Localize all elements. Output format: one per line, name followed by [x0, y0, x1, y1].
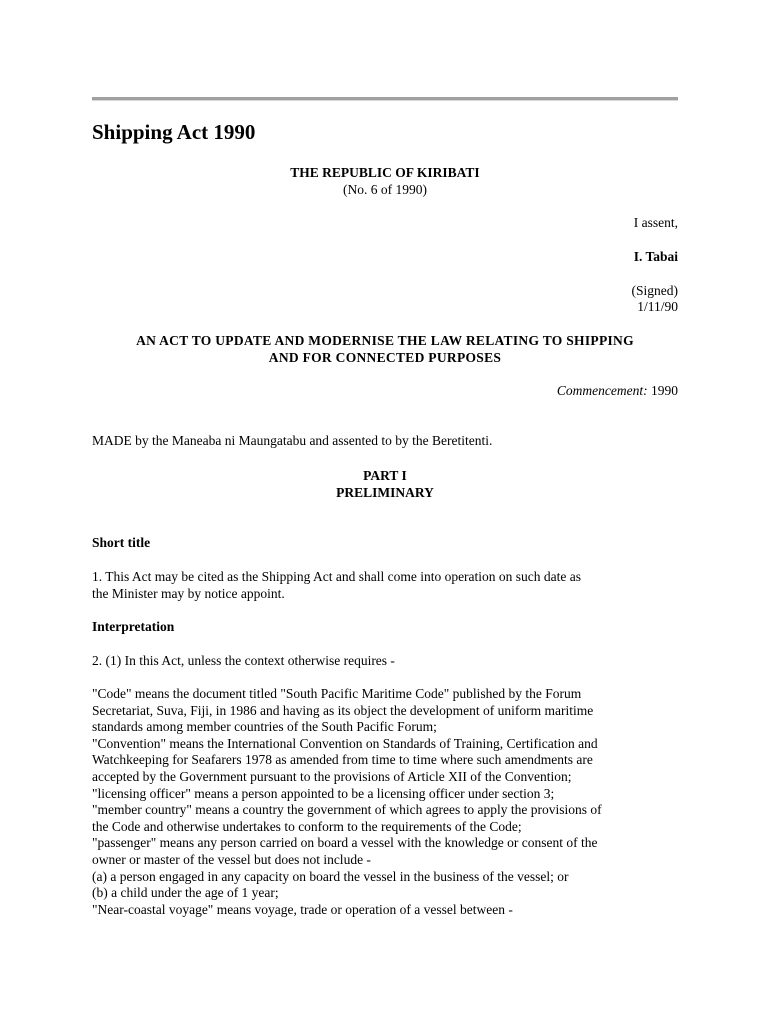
definition-line: Watchkeeping for Seafarers 1978 as amended from time to time where such amendments are — [92, 752, 593, 768]
definition-line: "Code" means the document titled "South Pacific Maritime Code" published by the Forum — [92, 686, 582, 701]
document-title: Shipping Act 1990 — [92, 120, 256, 144]
commencement-year: 1990 — [651, 383, 678, 398]
definition-line: the Code and otherwise undertakes to conform to the requirements of the Code; — [92, 818, 522, 834]
horizontal-rule — [92, 97, 678, 101]
definitions-block — [92, 686, 682, 918]
commencement — [92, 383, 678, 399]
signed-date: 1/11/90 — [637, 299, 678, 314]
text-line: the Minister may by notice appoint. — [92, 585, 285, 601]
section-1-text — [92, 569, 682, 602]
long-title-line-2: AND FOR CONNECTED PURPOSES — [268, 350, 502, 365]
definition-line: standards among member countries of the South Pacific Forum; — [92, 719, 437, 735]
section-2-intro: 2. (1) In this Act, unless the context otherwise requires - — [92, 653, 395, 668]
part-number: PART I — [363, 468, 407, 483]
definition-line: "licensing officer" means a person appointed to be a licensing officer under section 3; — [92, 785, 555, 801]
interpretation-heading: Interpretation — [92, 619, 175, 634]
long-title-line-1: AN ACT TO UPDATE AND MODERNISE THE LAW RELATING TO SHIPPING — [136, 333, 634, 348]
definition-line: Secretariat, Suva, Fiji, in 1986 and having as its object the development of uniform maritime — [92, 702, 594, 718]
part-title: PRELIMINARY — [336, 485, 434, 500]
text-line: 1. This Act may be cited as the Shipping Act and shall come into operation on such date as — [92, 569, 582, 584]
assent-text: I assent, — [633, 215, 678, 230]
definition-line: owner or master of the vessel but does not include - — [92, 851, 371, 867]
definition-line: accepted by the Government pursuant to the provisions of Article XII of the Convention; — [92, 768, 572, 784]
signed-note: (Signed) — [631, 283, 678, 298]
act-number: (No. 6 of 1990) — [343, 182, 427, 197]
definition-line: (a) a person engaged in any capacity on board the vessel in the business of the vessel; or — [92, 868, 569, 884]
definition-line: "passenger" means any person carried on board a vessel with the knowledge or consent of the — [92, 835, 598, 851]
definition-line: "Convention" means the International Convention on Standards of Training, Certification and — [92, 735, 598, 751]
definition-line: "Near-coastal voyage" means voyage, trade or operation of a vessel between - — [92, 901, 513, 917]
signer-name: I. Tabai — [633, 249, 678, 264]
definition-line: (b) a child under the age of 1 year; — [92, 885, 279, 901]
short-title-heading: Short title — [92, 535, 151, 550]
enactment-clause: MADE by the Maneaba ni Maungatabu and assented to by the Beretitenti. — [92, 433, 493, 448]
republic-heading: THE REPUBLIC OF KIRIBATI — [290, 165, 480, 180]
definition-line: "member country" means a country the government of which agrees to apply the provisions of — [92, 802, 602, 818]
commencement-label: Commencement: — [556, 383, 648, 398]
